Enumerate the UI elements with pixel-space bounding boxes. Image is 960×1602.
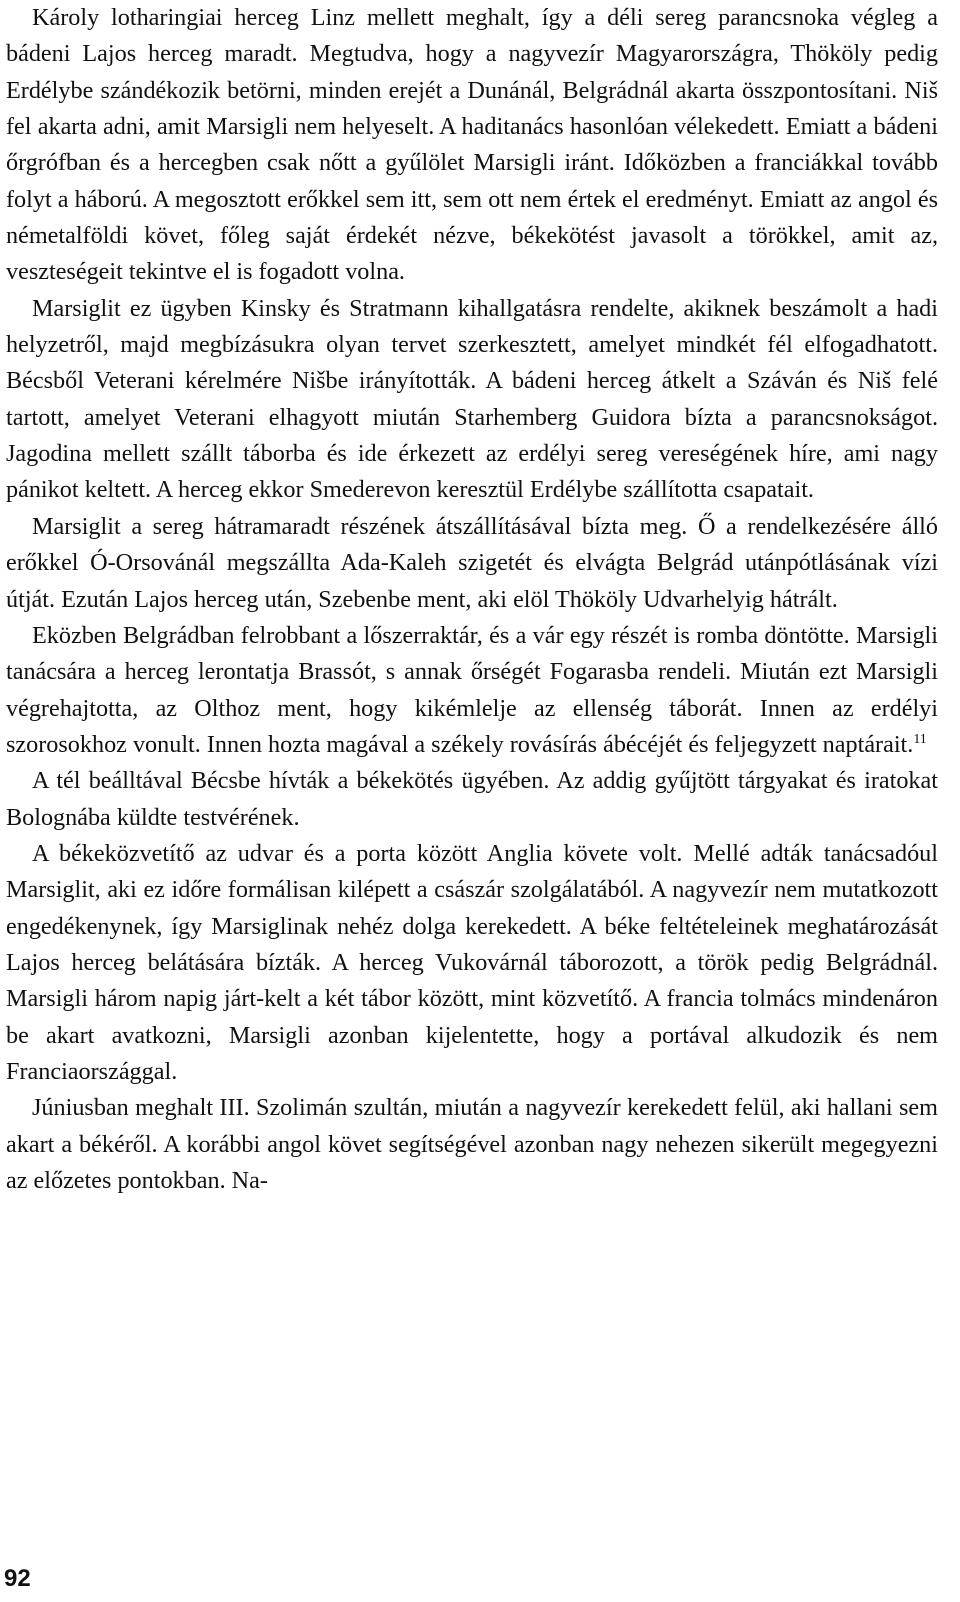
- paragraph-text: A békeközvetítő az udvar és a porta között Anglia követe volt. Mellé adták tanácsadóul Marsiglit, aki ez időre formálisan kilépett a császár szolgálatából. A nagyvezír nem mutatkozott engedékenynek, így Marsiglinak nehéz dolga kerekedett. A béke feltételeinek meghatározását Lajos herceg belátására bízták. A herceg Vukovárnál táborozott, a török pedig Belgrádnál. Marsigli három napig járt-kelt a két tábor között, mint közvetítő. A francia tolmács mindenáron be akart avatkozni, Marsigli azonban kijelentette, hogy a portával alkudozik és nem Franciaországgal.: [6, 839, 938, 1085]
- paragraph: [6, 618, 938, 763]
- paragraph-text: Marsiglit a sereg hátramaradt részének átszállításával bízta meg. Ő a rendelkezésére álló erőkkel Ó-Orsovánál megszállta Ada-Kaleh szigetét és elvágta Belgrád utánpótlásának vízi útját. Ezután Lajos herceg után, Szebenbe ment, aki elöl Thököly Udvarhelyig hátrált.: [6, 512, 938, 613]
- paragraph: [6, 836, 938, 1090]
- paragraph-text: Eközben Belgrádban felrobbant a lőszerraktár, és a vár egy részét is romba döntötte. Marsigli tanácsára a herceg lerontatja Brassót, s annak őrségét Fogarasba rendeli. Miután ezt Marsigli végrehajtotta, az Olthoz ment, hogy kikémlelje az ellenség táborát. Innen az erdélyi szorosokhoz vonult. Innen hozta magával a székely rovásírás ábécéjét és feljegyzett naptárait.: [6, 621, 938, 758]
- paragraph: [6, 0, 938, 291]
- paragraph: [6, 1090, 938, 1199]
- body-text: [6, 0, 938, 1199]
- paragraph-text: Marsiglit ez ügyben Kinsky és Stratmann kihallgatásra rendelte, akiknek beszámolt a hadi helyzetről, majd megbízásukra olyan tervet szerkesztett, amelyet mindkét fél elfogadhatott. Bécsből Veterani kérelmére Nišbe irányították. A bádeni herceg átkelt a Száván és Niš felé tartott, amelyet Veterani elhagyott miután Starhemberg Guidora bízta a parancsnokságot. Jagodina mellett szállt táborba és ide érkezett az erdélyi sereg vereségének híre, ami nagy pánikot keltett. A herceg ekkor Smederevon keresztül Erdélybe szállította csapatait.: [6, 294, 938, 504]
- page-number: 92: [4, 1565, 31, 1592]
- footnote-marker[interactable]: 11: [913, 731, 927, 747]
- paragraph-text: Károly lotharingiai herceg Linz mellett meghalt, így a déli sereg parancsnoka végleg a bádeni Lajos herceg maradt. Megtudva, hogy a nagyvezír Magyarországra, Thököly pedig Erdélybe szándékozik betörni, minden erejét a Dunánál, Belgrádnál akarta összpontosítani. Niš fel akarta adni, amit Marsigli nem helyeselt. A haditanács hasonlóan vélekedett. Emiatt a bádeni őrgrófban és a hercegben csak nőtt a gyűlölet Marsigli iránt. Időközben a franciákkal tovább folyt a háború. A megosztott erőkkel sem itt, sem ott nem értek el eredményt. Emiatt az angol és németalföldi követ, főleg saját érdekét nézve, békekötést javasolt a törökkel, amit az, veszteségeit tekintve el is fogadott volna.: [6, 4, 938, 286]
- paragraph-text: Júniusban meghalt III. Szolimán szultán, miután a nagyvezír kerekedett felül, aki hallani sem akart a békéről. A korábbi angol követ segítségével azonban nagy nehezen sikerült megegyezni az előzetes pontokban. Na-: [6, 1094, 938, 1194]
- paragraph-text: A tél beálltával Bécsbe hívták a békekötés ügyében. Az addig gyűjtött tárgyakat és iratokat Bolognába küldte testvérének.: [6, 767, 938, 831]
- paragraph: [6, 509, 938, 618]
- paragraph: [6, 291, 938, 509]
- paragraph: [6, 763, 938, 836]
